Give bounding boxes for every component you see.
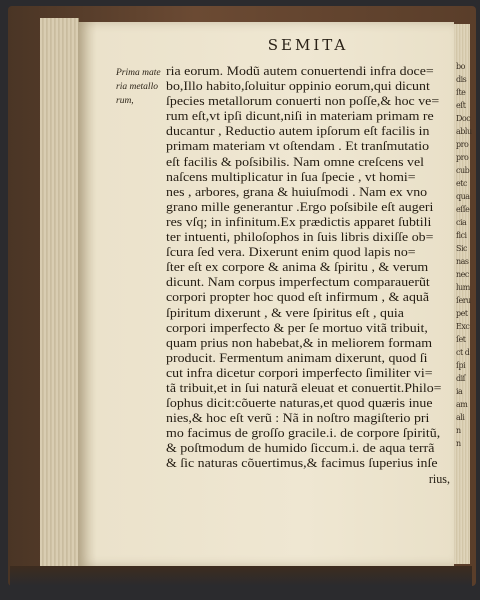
text-line: ſcura ſed vera. Dixerunt enim quod lapis no= xyxy=(166,245,416,260)
text-line: cut infra dicetur corpori imperfecto ſimiliter vi= xyxy=(166,365,433,380)
facing-page-fragment: n xyxy=(456,439,461,448)
left-page-edges xyxy=(40,18,79,566)
facing-page-fragment: Doc xyxy=(456,114,471,123)
text-line: primam materiam vt oſtendam . Et tranſmutatio xyxy=(166,139,430,154)
text-line: ſpiritum dixerunt , & vere ſpiritus eſt , quia xyxy=(166,305,404,320)
facing-page-fragment: ſte xyxy=(456,88,466,97)
text-line: rum eſt,vt ipſi dicunt,niſi in materiam primam re xyxy=(166,109,434,124)
text-line: ſter eſt ex corpore & anima & ſpiritu , & verum xyxy=(166,260,429,275)
facing-page-fragment: nas xyxy=(456,257,469,266)
text-line: rius, xyxy=(428,471,450,486)
facing-page-fragment: cub xyxy=(456,166,470,175)
text-line: ſophus dicit:cõuerte naturas,et quod quæris inue xyxy=(166,396,433,411)
facing-page-fragment: ſet xyxy=(456,335,466,344)
margin-note xyxy=(116,66,166,108)
text-line: producit. Fermentum animam dixerunt, quod ſi xyxy=(166,350,428,365)
text-line: nes , arbores, grana & huiuſmodi . Nam ex vno xyxy=(166,184,428,199)
margin-note-line: ria metallo xyxy=(116,82,158,92)
facing-page-fragment: ali xyxy=(456,413,465,422)
book-bottom-edge xyxy=(10,566,472,586)
body-text xyxy=(166,64,452,487)
text-line: ducantur , Reductio autem ipſorum eſt facilis in xyxy=(166,124,430,139)
facing-page-fragment: ct d xyxy=(456,348,470,357)
text-line: res vſq; in infinitum.Ex prædictis apparet ſubtili xyxy=(166,214,432,229)
text-line: corpori imperfecto & per ſe mortuo vitã tribuit, xyxy=(166,320,428,335)
facing-page-fragment: pet xyxy=(456,309,468,318)
text-line: ter intuenti, philoſophos in ſuis libris dixiſſe ob= xyxy=(166,230,434,245)
text-line: grano mille generantur .Ergo poſsibile eſt augeri xyxy=(166,199,434,214)
facing-page-fragment: etc xyxy=(456,179,467,188)
text-line: ſpecies metallorum conuerti non poſſe,& hoc ve= xyxy=(166,94,440,109)
text-line: corpori propter hoc quod eſt infirmum , & aquã xyxy=(166,290,430,305)
facing-page-fragment: qua xyxy=(456,192,470,201)
facing-page-fragment: am xyxy=(456,400,468,409)
facing-page-fragment: diſ xyxy=(456,374,466,383)
facing-page-fragment: ablu xyxy=(456,127,472,136)
text-line: & poſtmodum de humido ſiccum.i. de aqua terrã xyxy=(166,441,435,456)
facing-page-fragment: lum xyxy=(456,283,470,292)
margin-note-line: Prima mate xyxy=(116,68,161,78)
facing-page-fragment: cia xyxy=(456,218,467,227)
facing-page-fragment: ſpi xyxy=(456,361,466,370)
facing-page-fragment: fici xyxy=(456,231,467,240)
facing-page-fragment: Sic xyxy=(456,244,468,253)
book-page xyxy=(78,22,454,566)
text-line: dicunt. Nam corpus imperfectum comparauerũt xyxy=(166,275,430,290)
facing-page-fragment: bo xyxy=(456,62,465,71)
facing-page-fragment: eſſe xyxy=(456,205,470,214)
text-line: nies,& hoc eſt verũ : Nã in noſtro magiſterio pri xyxy=(166,411,430,426)
facing-page-fragment: ia xyxy=(456,387,463,396)
running-title: SEMITA xyxy=(267,36,349,54)
facing-page-fragment: dis xyxy=(456,75,467,84)
text-line: mo facimus de groſſo gracile.i. de corpore ſpiritũ, xyxy=(166,426,441,441)
margin-note-line: rum, xyxy=(116,96,134,106)
facing-page-fragment: eſt xyxy=(456,101,466,110)
facing-page-fragment: pro xyxy=(456,153,469,162)
text-line: ria eorum. Modũ autem conuertendi infra doce= xyxy=(166,64,434,78)
text-line: naſcens multiplicatur in ſua ſpecie , vt homi= xyxy=(166,169,416,184)
facing-page-fragment: ſeru xyxy=(456,296,471,305)
text-line: eſt facilis & poſsibilis. Nam omne creſcens vel xyxy=(166,154,425,169)
text-line: tã tribuit,et in ſui naturã eleuat et conuertit.Philo= xyxy=(166,380,442,395)
facing-page-fragment: nec xyxy=(456,270,469,279)
facing-page-fragment: n xyxy=(456,426,461,435)
text-line: & ſic naturas cõuertimus,& facimus ſuperius inſe xyxy=(166,456,438,471)
text-line: quam prius non habebat,& in meliorem formam xyxy=(166,335,433,350)
facing-page-fragment: Exc xyxy=(456,322,470,331)
text-line: bo,Illo habito,ſoluitur oppinio eorum,qui dicunt xyxy=(166,79,430,94)
facing-page-fragment: pro xyxy=(456,140,469,149)
